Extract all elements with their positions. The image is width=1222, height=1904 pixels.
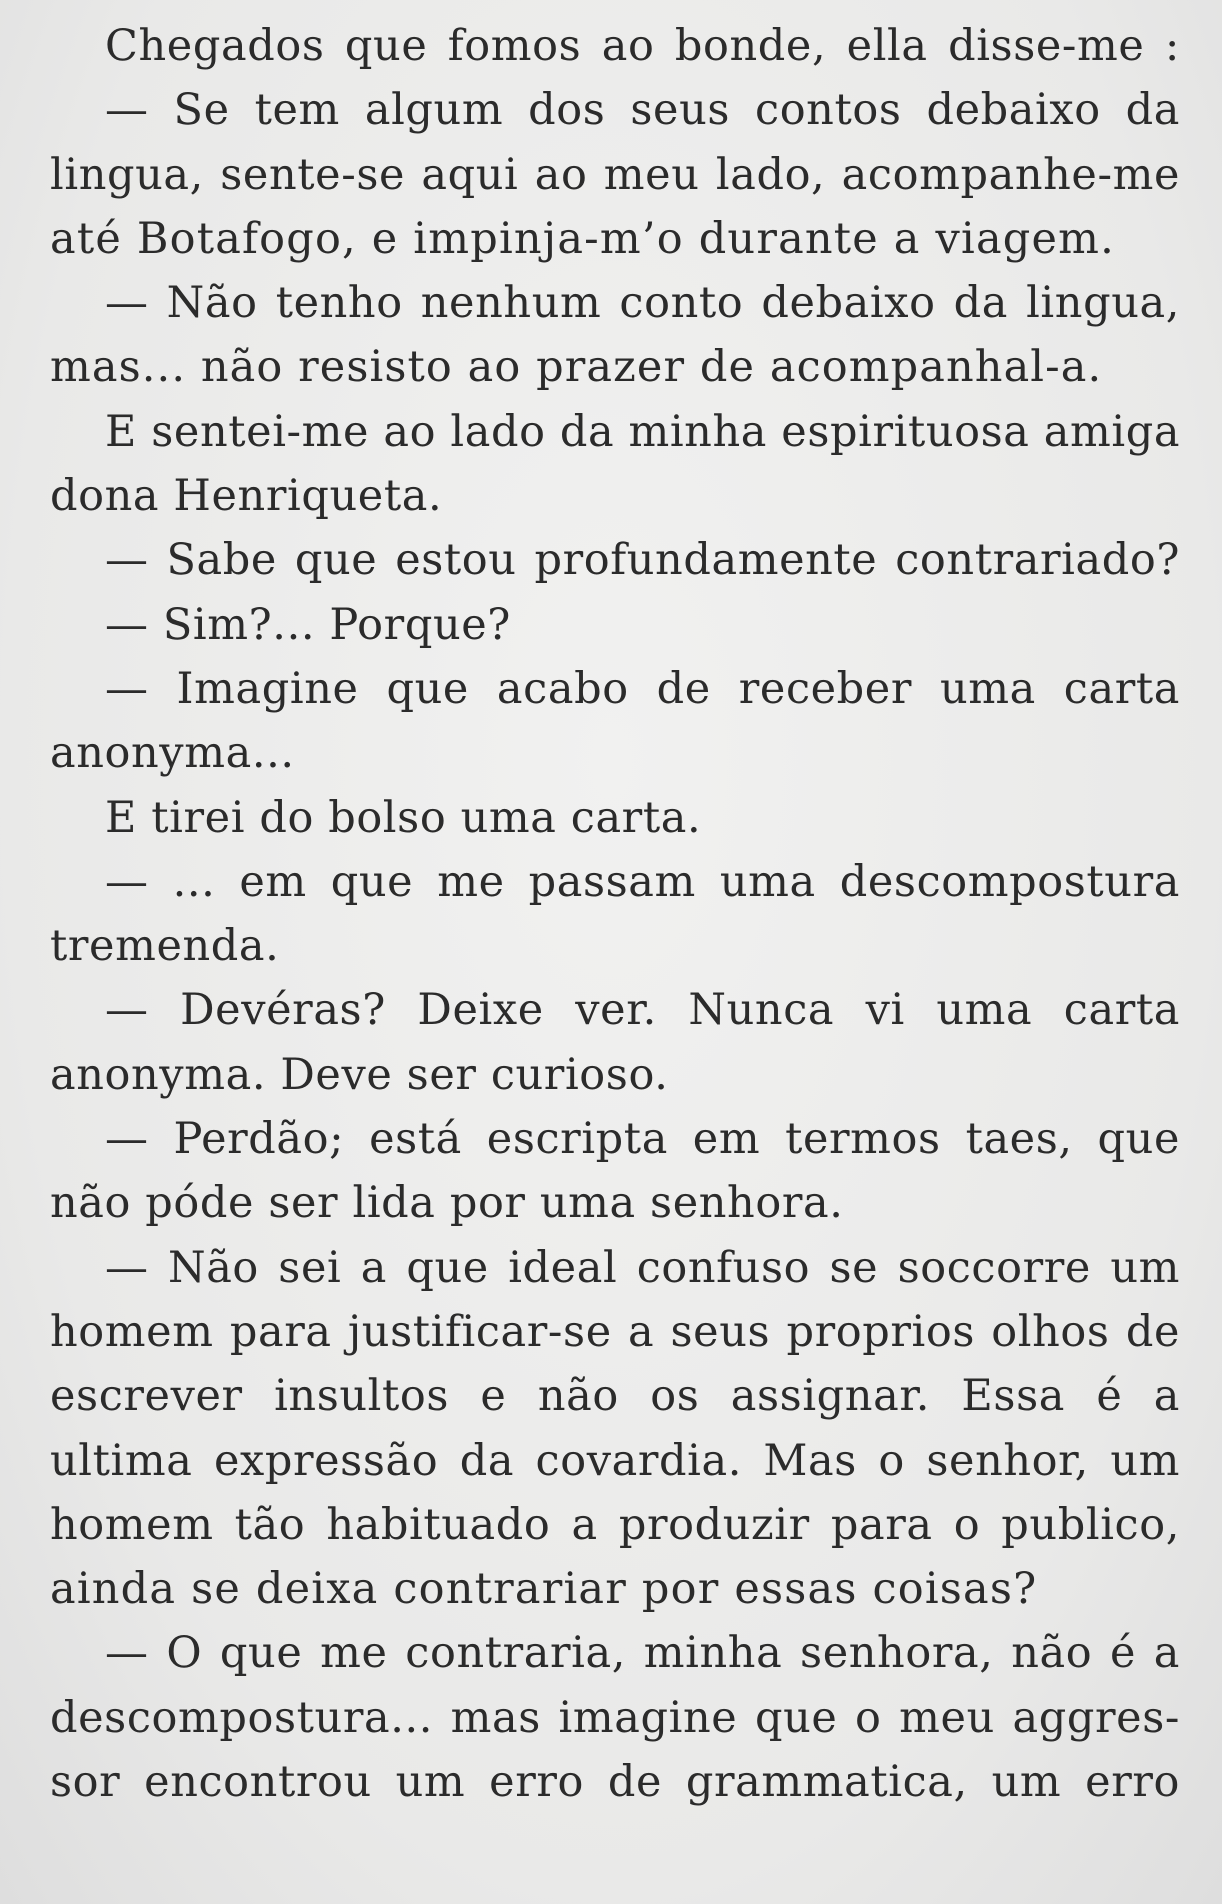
text-line: — Devéras? Deixe ver. Nunca vi uma carta bbox=[105, 985, 1180, 1036]
text-line: até Botafogo, e impinja-m’o durante a viagem. bbox=[50, 213, 1116, 264]
text-line: dona Henriqueta. bbox=[50, 471, 443, 522]
text-line: anonyma... bbox=[50, 728, 295, 779]
text-line: Chegados que fomos ao bonde, ella disse-me : bbox=[105, 21, 1180, 71]
text-line: — Imagine que acabo de receber uma carta bbox=[105, 663, 1180, 714]
text-line: — Não sei a que ideal confuso se soccorre um bbox=[105, 1242, 1180, 1293]
text-line: homem para justificar-se a seus proprios olhos de bbox=[50, 1306, 1180, 1357]
text-line: — ... em que me passam uma descompostura bbox=[105, 856, 1180, 907]
text-line: escrever insultos e não os assignar. Essa é a bbox=[50, 1371, 1180, 1422]
text-line: ultima expressão da covardia. Mas o senhor, um bbox=[50, 1435, 1180, 1486]
text-line: sor encontrou um erro de grammatica, um erro bbox=[50, 1757, 1180, 1808]
text-line: não póde ser lida por uma senhora. bbox=[50, 1178, 844, 1229]
text-line: descompostura... mas imagine que o meu aggres- bbox=[50, 1692, 1180, 1743]
text-line: E sentei-me ao lado da minha espirituosa amiga bbox=[105, 406, 1181, 457]
body-text bbox=[50, 14, 1180, 1814]
text-line: — Sim?... Porque? bbox=[105, 599, 511, 650]
text-line: homem tão habituado a produzir para o publico, bbox=[50, 1499, 1180, 1550]
text-line: tremenda. bbox=[50, 921, 280, 972]
text-line: anonyma. Deve ser curioso. bbox=[50, 1049, 669, 1100]
text-line: ainda se deixa contrariar por essas coisas? bbox=[50, 1564, 1038, 1615]
text-line: lingua, sente-se aqui ao meu lado, acompanhe-me bbox=[50, 149, 1180, 200]
text-line: mas... não resisto ao prazer de acompanhal-a. bbox=[50, 342, 1103, 393]
text-line: — Sabe que estou profundamente contrariado? bbox=[105, 535, 1180, 586]
text-line: E tirei do bolso uma carta. bbox=[105, 792, 702, 843]
text-line: — Não tenho nenhum conto debaixo da lingua, bbox=[105, 278, 1180, 329]
text-line: — O que me contraria, minha senhora, não é a bbox=[105, 1628, 1180, 1679]
text-line: — Se tem algum dos seus contos debaixo da bbox=[105, 85, 1180, 136]
text-line: — Perdão; está escripta em termos taes, que bbox=[105, 1114, 1180, 1165]
